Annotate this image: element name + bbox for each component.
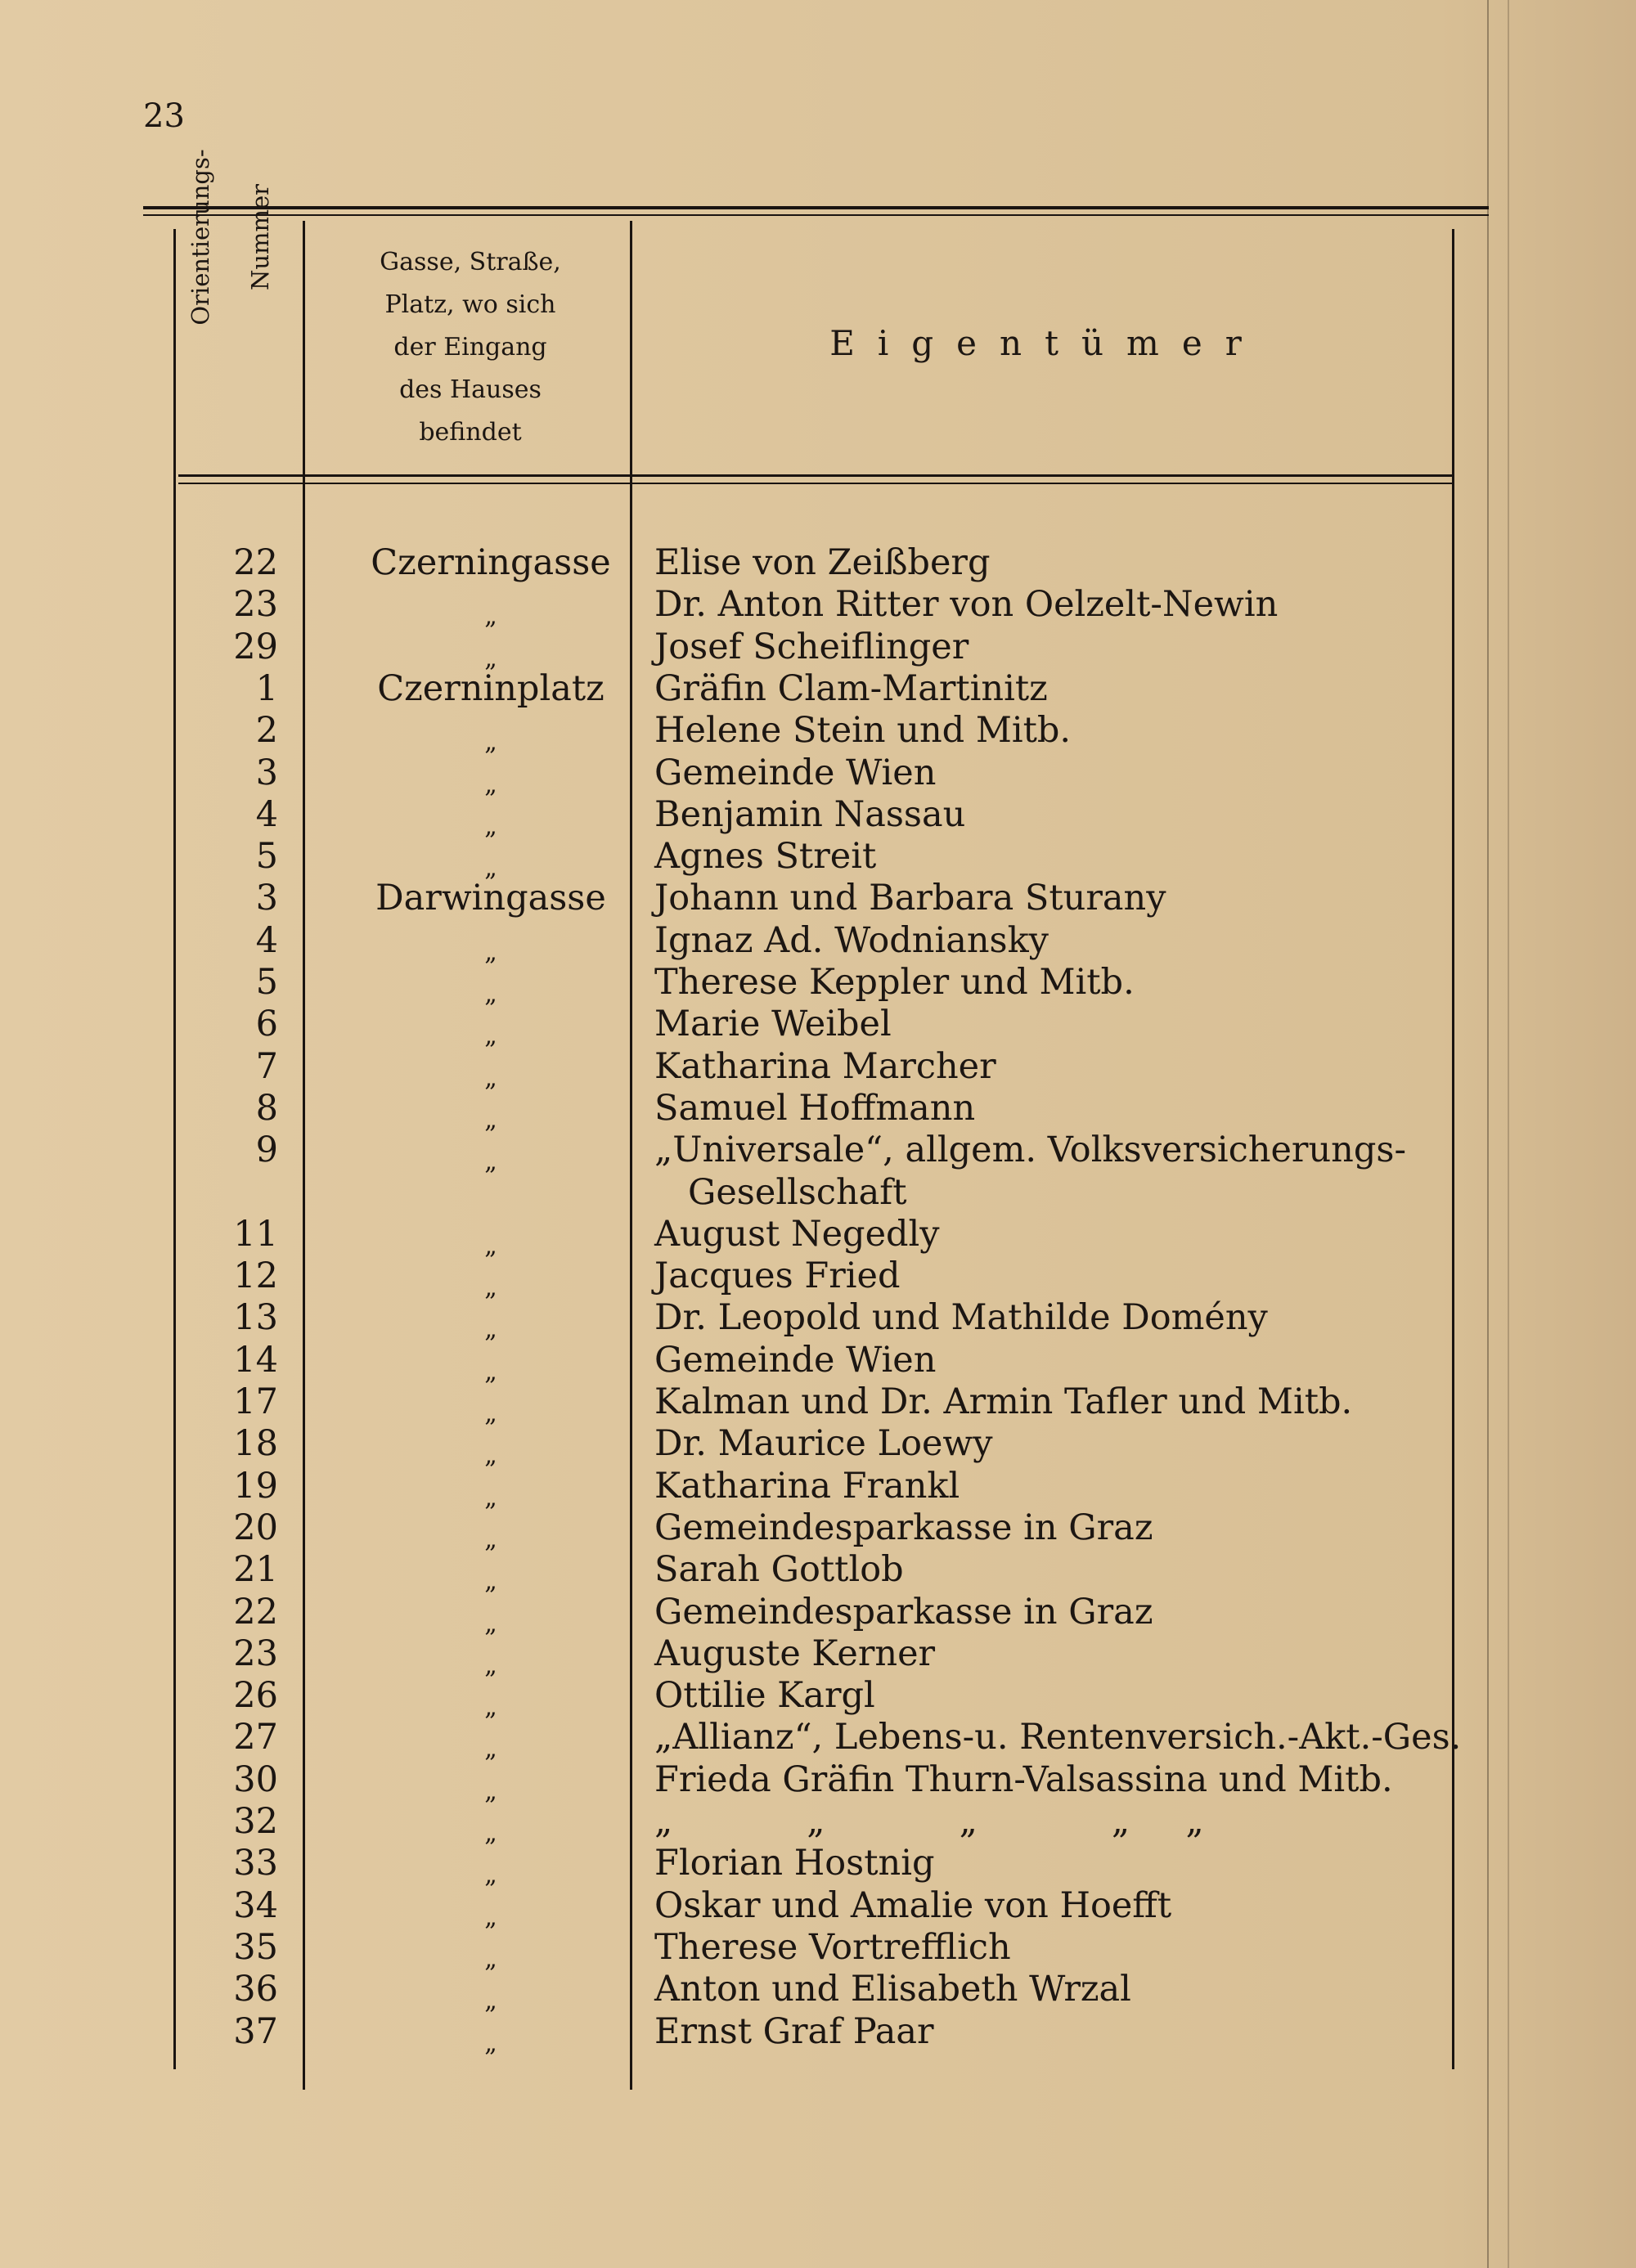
owner-name: Marie Weibel bbox=[654, 1004, 892, 1045]
header-number-line1: Orientierungs- bbox=[187, 149, 214, 326]
table-row bbox=[180, 961, 1472, 1008]
street-name bbox=[344, 1926, 638, 1973]
owner-name: Gemeindesparkasse in Graz bbox=[654, 1591, 1153, 1633]
ditto-mark: „ bbox=[484, 1861, 497, 1890]
street-name bbox=[344, 1087, 638, 1134]
house-number: 23 bbox=[233, 1633, 278, 1674]
owner-name: Frieda Gräfin Thurn-Valsassina und Mitb. bbox=[654, 1758, 1393, 1800]
ditto-mark: „ bbox=[484, 1525, 497, 1554]
house-number: 34 bbox=[233, 1884, 278, 1926]
house-number: 32 bbox=[233, 1801, 278, 1842]
top-rule bbox=[143, 214, 1489, 216]
header-street-line: befindet bbox=[419, 418, 522, 447]
ditto-mark: „ bbox=[484, 1273, 497, 1303]
owner-name: Therese Keppler und Mitb. bbox=[654, 962, 1135, 1003]
owner-name: „ „ „ „ „ bbox=[654, 1801, 1204, 1842]
street-name bbox=[344, 1296, 638, 1343]
owner-name: Gemeindesparkasse in Graz bbox=[654, 1507, 1153, 1548]
header-street-line: Gasse, Straße, bbox=[380, 248, 561, 276]
ditto-mark: „ bbox=[484, 1650, 497, 1680]
house-number: 2 bbox=[255, 710, 278, 752]
owner-name: Gesellschaft bbox=[654, 1171, 907, 1213]
owner-name: Gemeinde Wien bbox=[654, 1339, 937, 1381]
house-number: 12 bbox=[233, 1255, 278, 1297]
owner-name: Anton und Elisabeth Wrzal bbox=[654, 1969, 1131, 2010]
owner-name: Dr. Leopold und Mathilde Domény bbox=[654, 1297, 1268, 1339]
street-name bbox=[344, 1548, 638, 1595]
table-row bbox=[180, 1422, 1472, 1471]
owner-name: Jacques Fried bbox=[654, 1255, 901, 1297]
owner-name: Oskar und Amalie von Hoefft bbox=[654, 1884, 1172, 1926]
owner-name: Samuel Hoffmann bbox=[654, 1087, 976, 1129]
header-number-line2: Nummer bbox=[246, 183, 274, 291]
house-number: 29 bbox=[233, 626, 278, 667]
ditto-mark: „ bbox=[484, 1399, 497, 1428]
owner-name: Josef Scheiflinger bbox=[654, 626, 969, 667]
house-number: 36 bbox=[233, 1969, 278, 2010]
house-number: 20 bbox=[233, 1507, 278, 1548]
ditto-mark: „ bbox=[484, 1567, 497, 1597]
house-number: 22 bbox=[233, 1591, 278, 1633]
owner-name: Elise von Zeißberg bbox=[654, 542, 991, 583]
header-street-line: der Eingang bbox=[393, 333, 547, 362]
ditto-mark: „ bbox=[484, 602, 497, 631]
house-number: 4 bbox=[255, 793, 278, 835]
table-row bbox=[180, 667, 1472, 710]
street-name bbox=[344, 1045, 638, 1092]
street-name bbox=[344, 835, 638, 882]
ditto-mark: „ bbox=[484, 1357, 497, 1386]
owner-name: Sarah Gottlob bbox=[654, 1549, 904, 1591]
street-name bbox=[344, 961, 638, 1008]
street-name bbox=[344, 1968, 638, 2014]
ditto-mark: „ bbox=[484, 980, 497, 1008]
owner-name: Florian Hostnig bbox=[654, 1843, 935, 1884]
owner-name: Ignaz Ad. Wodniansky bbox=[654, 919, 1049, 961]
table-row bbox=[180, 1842, 1472, 1890]
ditto-mark: „ bbox=[484, 854, 497, 883]
header-owner: Eigentümer bbox=[829, 323, 1265, 363]
house-number: 17 bbox=[233, 1381, 278, 1422]
house-number: 37 bbox=[233, 2010, 278, 2052]
ditto-mark: „ bbox=[484, 1231, 497, 1260]
table-row bbox=[180, 1339, 1472, 1386]
table-row bbox=[180, 1171, 1472, 1214]
table-row bbox=[180, 1507, 1472, 1554]
table-row bbox=[180, 1716, 1472, 1764]
house-number: 6 bbox=[255, 1004, 278, 1045]
table-row bbox=[180, 583, 1472, 631]
owner-name: „Allianz“, Lebens-u. Rentenversich.-Akt.-Ges. bbox=[654, 1717, 1462, 1758]
owner-name: Kalman und Dr. Armin Tafler und Mitb. bbox=[654, 1381, 1353, 1422]
table-row bbox=[180, 1758, 1472, 1806]
ditto-mark: „ bbox=[484, 1022, 497, 1051]
house-number: 14 bbox=[233, 1339, 278, 1381]
ditto-mark: „ bbox=[484, 1483, 497, 1512]
street-name bbox=[344, 793, 638, 840]
owner-name: Dr. Maurice Loewy bbox=[654, 1423, 993, 1465]
house-number: 18 bbox=[233, 1423, 278, 1465]
street-name bbox=[344, 1842, 638, 1889]
owner-name: Ernst Graf Paar bbox=[654, 2010, 934, 2052]
table-row bbox=[180, 1381, 1472, 1428]
owner-name: Dr. Anton Ritter von Oelzelt-Newin bbox=[654, 584, 1279, 626]
owner-name: Katharina Frankl bbox=[654, 1465, 960, 1507]
street-name bbox=[344, 1507, 638, 1553]
table-row bbox=[180, 1633, 1472, 1680]
house-number: 8 bbox=[255, 1087, 278, 1129]
ditto-mark: „ bbox=[484, 1609, 497, 1638]
house-number: 21 bbox=[233, 1549, 278, 1591]
street-name bbox=[344, 1381, 638, 1427]
owner-name: Gräfin Clam-Martinitz bbox=[654, 667, 1048, 709]
table-row bbox=[180, 1087, 1472, 1134]
page-edge bbox=[1508, 0, 1509, 2268]
header-rule bbox=[178, 474, 1454, 477]
ditto-mark: „ bbox=[484, 728, 497, 757]
house-number: 19 bbox=[233, 1465, 278, 1507]
ditto-mark: „ bbox=[484, 1819, 497, 1848]
street-name: Darwingasse bbox=[375, 878, 606, 919]
header-street bbox=[311, 241, 630, 454]
street-name bbox=[344, 1758, 638, 1805]
table-row bbox=[180, 752, 1472, 799]
header-street-line: Platz, wo sich bbox=[384, 290, 556, 319]
table-row bbox=[180, 1255, 1472, 1303]
street-name bbox=[344, 1674, 638, 1721]
house-number: 1 bbox=[255, 667, 278, 709]
ditto-mark: „ bbox=[484, 937, 497, 967]
house-number: 26 bbox=[233, 1675, 278, 1717]
street-name bbox=[344, 1633, 638, 1679]
ditto-mark: „ bbox=[484, 1735, 497, 1764]
table-row bbox=[180, 1548, 1472, 1597]
owner-name: August Negedly bbox=[654, 1213, 940, 1255]
table-row bbox=[180, 793, 1472, 841]
house-number: 35 bbox=[233, 1926, 278, 1968]
street-name bbox=[344, 2010, 638, 2057]
street-name bbox=[344, 1255, 638, 1301]
ditto-mark: „ bbox=[484, 1147, 497, 1177]
house-number: 4 bbox=[255, 919, 278, 961]
house-number: 33 bbox=[233, 1843, 278, 1884]
ditto-mark: „ bbox=[484, 1063, 497, 1093]
house-number: 3 bbox=[255, 878, 278, 919]
table-row bbox=[180, 1591, 1472, 1638]
header-street-line: des Hauses bbox=[399, 375, 542, 404]
table-row bbox=[180, 1296, 1472, 1345]
house-number: 7 bbox=[255, 1045, 278, 1087]
page-number: 23 bbox=[143, 97, 185, 135]
ditto-mark: „ bbox=[484, 1441, 497, 1471]
table-row bbox=[180, 709, 1472, 757]
owner-name: Agnes Streit bbox=[654, 836, 877, 878]
table-row bbox=[180, 877, 1472, 919]
owner-name: Gemeinde Wien bbox=[654, 752, 937, 793]
table-row bbox=[180, 835, 1472, 883]
house-number: 5 bbox=[255, 962, 278, 1003]
owner-name: „Universale“, allgem. Volksversicherungs- bbox=[654, 1130, 1406, 1171]
table-row bbox=[180, 1884, 1472, 1932]
owner-name: Auguste Kerner bbox=[654, 1633, 936, 1674]
table-row bbox=[180, 1213, 1472, 1260]
ditto-mark: „ bbox=[484, 770, 497, 799]
house-number: 3 bbox=[255, 752, 278, 793]
house-number: 22 bbox=[233, 542, 278, 583]
street-name bbox=[344, 1591, 638, 1637]
ditto-mark: „ bbox=[484, 1902, 497, 1932]
table-row bbox=[180, 626, 1472, 673]
table-row bbox=[180, 1968, 1472, 2016]
table-row bbox=[180, 1003, 1472, 1051]
owner-name: Benjamin Nassau bbox=[654, 793, 966, 835]
street-name bbox=[344, 1422, 638, 1469]
table-row bbox=[180, 1926, 1472, 1974]
owner-name: Katharina Marcher bbox=[654, 1045, 996, 1087]
street-name bbox=[344, 626, 638, 672]
ditto-mark: „ bbox=[484, 1987, 497, 2016]
house-number: 9 bbox=[255, 1130, 278, 1171]
street-name bbox=[344, 1003, 638, 1049]
ditto-mark: „ bbox=[484, 1776, 497, 1806]
street-name bbox=[344, 1339, 638, 1386]
street-name: Czerningasse bbox=[371, 542, 611, 583]
house-number: 27 bbox=[233, 1717, 278, 1758]
street-name bbox=[344, 1800, 638, 1847]
street-name bbox=[344, 1716, 638, 1763]
house-number: 11 bbox=[233, 1213, 278, 1255]
street-name bbox=[344, 1129, 638, 1175]
page-edge bbox=[1487, 0, 1489, 2268]
house-number: 13 bbox=[233, 1297, 278, 1339]
ditto-mark: „ bbox=[484, 1105, 497, 1134]
header-rule bbox=[178, 483, 1454, 484]
owner-name: Johann und Barbara Sturany bbox=[654, 878, 1166, 919]
ditto-mark: „ bbox=[484, 1693, 497, 1722]
street-name bbox=[344, 919, 638, 966]
street-name bbox=[344, 1213, 638, 1260]
house-number: 5 bbox=[255, 836, 278, 878]
street-name bbox=[344, 1884, 638, 1931]
ditto-mark: „ bbox=[484, 1944, 497, 1974]
street-name: Czerninplatz bbox=[377, 667, 605, 709]
ditto-mark: „ bbox=[484, 811, 497, 841]
ditto-mark: „ bbox=[484, 644, 497, 673]
table-row bbox=[180, 2010, 1472, 2058]
table-row bbox=[180, 1674, 1472, 1722]
ditto-mark: „ bbox=[484, 2028, 497, 2058]
table-row bbox=[180, 919, 1472, 967]
street-name bbox=[344, 583, 638, 630]
column-divider bbox=[173, 229, 176, 2069]
owner-name: Ottilie Kargl bbox=[654, 1675, 875, 1717]
street-name bbox=[344, 752, 638, 798]
table-row bbox=[180, 1129, 1472, 1177]
table-row bbox=[180, 1045, 1472, 1093]
table-row bbox=[180, 541, 1472, 584]
street-name bbox=[344, 709, 638, 756]
house-number: 30 bbox=[233, 1758, 278, 1800]
owner-name: Therese Vortrefflich bbox=[654, 1926, 1011, 1968]
table-row bbox=[180, 1465, 1472, 1512]
top-rule bbox=[143, 206, 1489, 209]
owner-name: Helene Stein und Mitb. bbox=[654, 710, 1072, 752]
ditto-mark: „ bbox=[484, 1315, 497, 1345]
house-number: 23 bbox=[233, 584, 278, 626]
table-row bbox=[180, 1800, 1472, 1848]
street-name bbox=[344, 1465, 638, 1511]
